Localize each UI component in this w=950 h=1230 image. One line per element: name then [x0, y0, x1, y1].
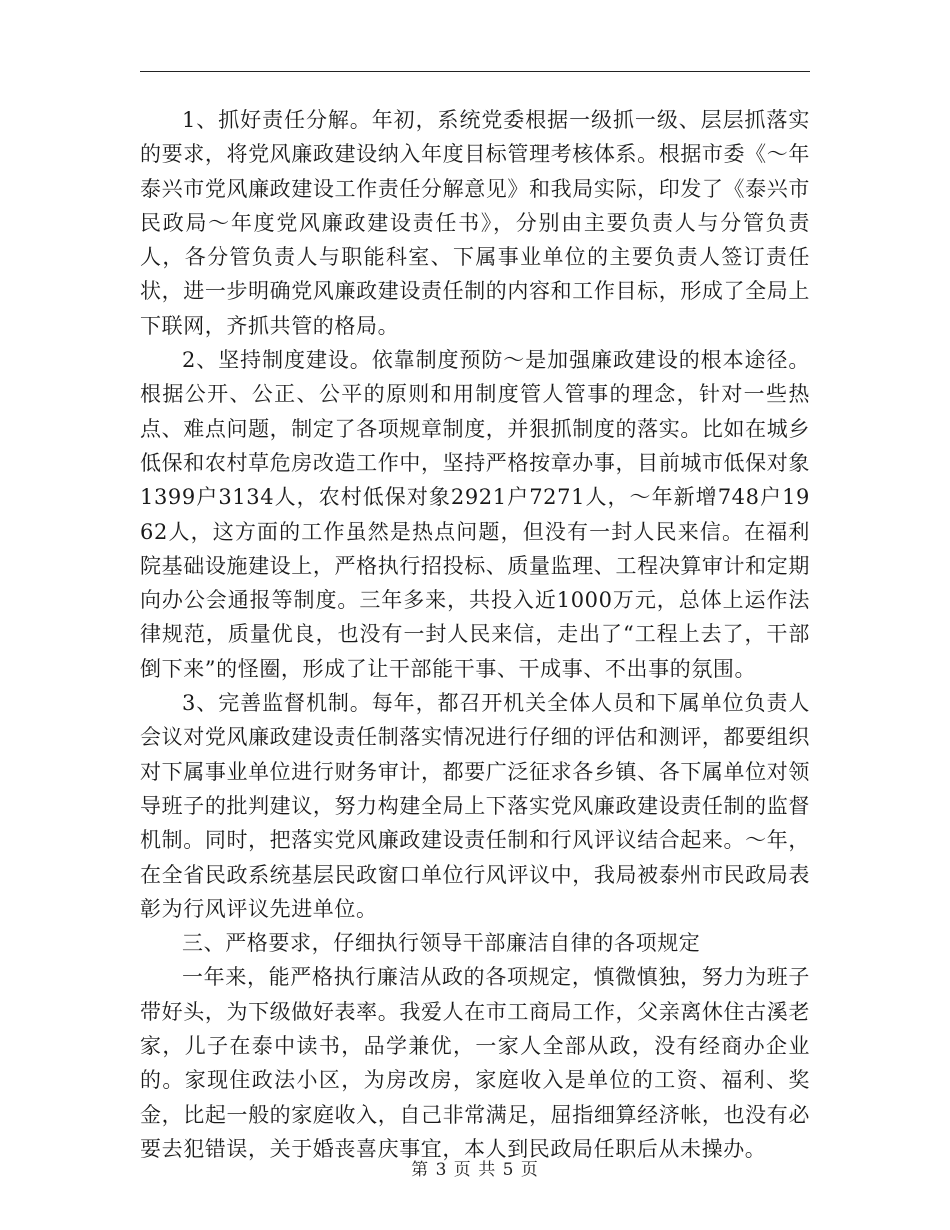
paragraph-system-building: 2、坚持制度建设。依靠制度预防～是加强廉政建设的根本途径。根据公开、公正、公平的原则和用制度管人管事的理念，针对一些热点、难点问题，制定了各项规章制度，并狠抓制度的落实。比如在城乡低保和农村草危房改造工作中，坚持严格按章办事，目前城市低保对象1399户3134人，农村低保对象2921户7271人，～年新增748户1962人，这方面的工作虽然是热点问题，但没有一封人民来信。在福利院基础设施建设上，严格执行招投标、质量监理、工程决算审计和定期向办公会通报等制度。三年多来，共投入近1000万元，总体上运作法律规范，质量优良，也没有一封人民来信，走出了“工程上去了，干部倒下来”的怪圈，形成了让干部能干事、干成事、不出事的氛围。	[140, 348, 810, 681]
section-heading: 三、严格要求，仔细执行领导干部廉洁自律的各项规定	[182, 931, 701, 956]
document-body	[140, 103, 810, 1166]
paragraph-supervision: 3、完善监督机制。每年，都召开机关全体人员和下属单位负责人会议对党风廉政建设责任制落实情况进行仔细的评估和测评，都要组织对下属事业单位进行财务审计，都要广泛征求各乡镇、各下属单位对领导班子的批判建议，努力构建全局上下落实党风廉政建设责任制的监督机制。同时，把落实党风廉政建设责任制和行风评议结合起来。～年，在全省民政系统基层民政窗口单位行风评议中，我局被泰州市民政局表彰为行风评议先进单位。	[140, 691, 810, 921]
paragraph-self-discipline: 一年来，能严格执行廉洁从政的各项规定，慎微慎独，努力为班子带好头，为下级做好表率。我爱人在市工商局工作，父亲离休住古溪老家，儿子在泰中读书，品学兼优，一家人全部从政，没有经商办企业的。家现住政法小区，为房改房，家庭收入是单位的工资、福利、奖金，比起一般的家庭收入，自己非常满足，屈指细算经济帐，也没有必要去犯错误，关于婚丧喜庆事宜，本人到民政局任职后从未操办。	[140, 965, 810, 1161]
page-number: 第 3 页 共 5 页	[411, 1160, 539, 1180]
header-rule	[140, 71, 810, 72]
paragraph-responsibility: 1、抓好责任分解。年初，系统党委根据一级抓一级、层层抓落实的要求，将党风廉政建设纳入年度目标管理考核体系。根据市委《～年泰兴市党风廉政建设工作责任分解意见》和我局实际，印发了《泰兴市民政局～年度党风廉政建设责任书》，分别由主要负责人与分管负责人，各分管负责人与职能科室、下属事业单位的主要负责人签订责任状，进一步明确党风廉政建设责任制的内容和工作目标，形成了全局上下联网，齐抓共管的格局。	[140, 108, 810, 338]
